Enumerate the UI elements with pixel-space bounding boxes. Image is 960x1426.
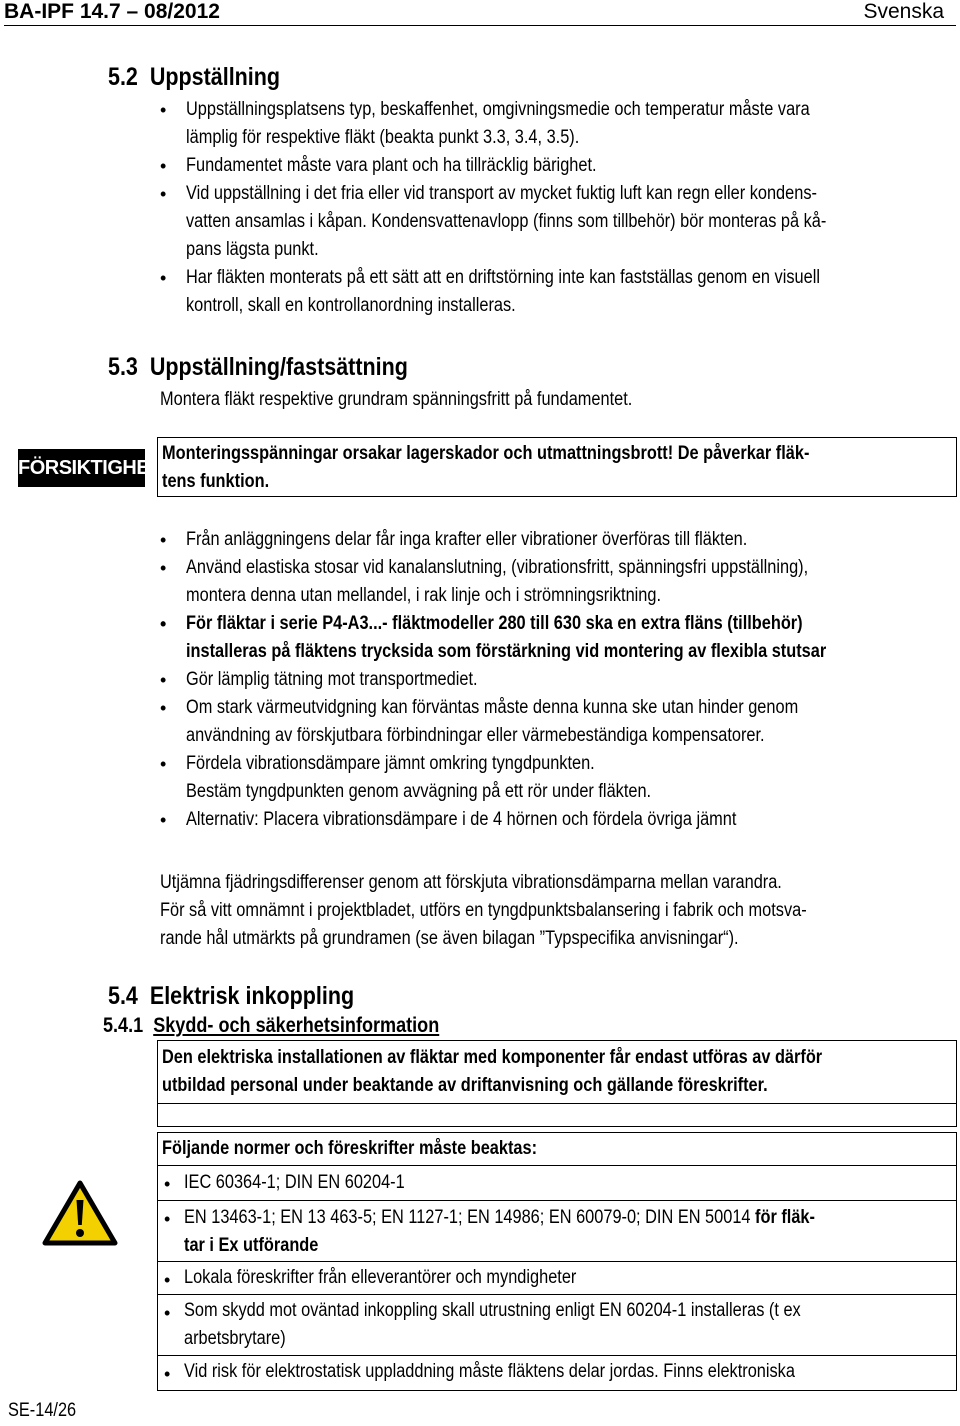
section-5-2-list <box>0 96 827 320</box>
norm-item: • IEC 60364-1; DIN EN 60204-1 <box>158 1166 957 1201</box>
list-item: • Fundamentet måste vara plant och ha tillräcklig bärighet. <box>0 152 800 180</box>
list-item: • Fördela vibrationsdämpare jämnt omkring tyngdpunkten. Bestäm tyngdpunkten genom avvägning på ett rör under fläkten. <box>0 750 800 806</box>
electrical-notice-box: Den elektriska installationen av fläktar med komponenter får endast utföras av därför utbildad personal under beaktande av driftanvisning och gällande föreskrifter. <box>157 1040 957 1104</box>
norm-item: • EN 13463-1; EN 13 463-5; EN 1127-1; EN 14986; EN 60079-0; DIN EN 50014 för fläk- tar i Ex utförande <box>158 1201 957 1262</box>
empty-notice-row <box>157 1103 957 1127</box>
list-item: • Gör lämplig tätning mot transportmediet. <box>0 666 800 694</box>
section-5-3-heading: 5.3 Uppställning/fastsättning <box>108 353 408 381</box>
list-item: • Använd elastiska stosar vid kanalanslutning, (vibrationsfritt, spänningsfri uppställning), montera denna utan mellandel, i rak linje och i strömningsriktning. <box>0 554 800 610</box>
caution-box: Monteringsspänningar orsakar lagerskador och utmattningsbrott! De påverkar fläk- tens funktion. <box>157 437 957 497</box>
caution-badge: FÖRSIKTIGHET <box>18 449 145 487</box>
page-header <box>0 0 960 24</box>
section-5-4-1-heading: 5.4.1 Skydd- och säkerhetsinformation <box>103 1014 440 1037</box>
list-item: • Har fläkten monterats på ett sätt att en driftstörning inte kan fastställas genom en visuell kontroll, skall en kontrollanordning installeras. <box>0 264 800 320</box>
section-5-3-intro: Montera fläkt respektive grundram spänningsfritt på fundamentet. <box>160 389 633 410</box>
norm-item: • Lokala föreskrifter från elleverantörer och myndigheter <box>158 1262 957 1295</box>
language-label: Svenska <box>863 0 944 23</box>
norm-item: • Vid risk för elektrostatisk uppladdning måste fläktens delar jordas. Finns elektroniska <box>158 1356 957 1391</box>
doc-id: BA-IPF 14.7 – 08/2012 <box>4 0 220 23</box>
norms-heading: Följande normer och föreskrifter måste beaktas: <box>158 1133 957 1166</box>
list-item: • För fläktar i serie P4-A3...- fläktmodeller 280 till 630 ska en extra fläns (tillbehör) installeras på fläktens trycksida som förstärkning vid montering av flexibla stutsar <box>0 610 800 666</box>
section-5-3-paragraph: Utjämna fjädringsdifferenser genom att förskjuta vibrationsdämparna mellan varandra. För så vitt omnämnt i projektbladet, utförs en tyngdpunktsbalansering i fabrik och motsva- rande hål utmärkts på grundramen (se även bilagan ”Typspecifika anvisningar“). <box>160 872 807 949</box>
warning-triangle-icon <box>42 1180 118 1246</box>
norm-item: • Som skydd mot oväntad inkoppling skall utrustning enligt EN 60204-1 installeras (t ex arbetsbrytare) <box>158 1295 957 1356</box>
table-row <box>158 1133 957 1166</box>
list-item: • Uppställningsplatsens typ, beskaffenhet, omgivningsmedie och temperatur måste vara lämplig för respektive fläkt (beakta punkt 3.3, 3.4, 3.5). <box>0 96 800 152</box>
table-row <box>158 1262 957 1295</box>
list-item: • Om stark värmeutvidgning kan förväntas måste denna kunna ske utan hinder genom användning av förskjutbara förbindningar eller värmebeständiga kompensatorer. <box>0 694 800 750</box>
list-item: • Alternativ: Placera vibrationsdämpare i de 4 hörnen och fördela övriga jämnt <box>0 806 800 834</box>
section-5-3-list <box>0 526 827 834</box>
section-5-2-heading: 5.2 Uppställning <box>108 63 281 91</box>
page-number: SE-14/26 <box>8 1400 77 1421</box>
list-item: • Från anläggningens delar får inga krafter eller vibrationer överföras till fläkten. <box>0 526 800 554</box>
table-row <box>158 1295 957 1356</box>
list-item: • Vid uppställning i det fria eller vid transport av mycket fuktig luft kan regn eller kondens- vatten ansamlas i kåpan. Kondensvattenavlopp (finns som tillbehör) bör monteras på kå- pans lägsta punkt. <box>0 180 800 264</box>
section-5-4-heading: 5.4 Elektrisk inkoppling <box>108 982 355 1010</box>
table-row <box>158 1166 957 1201</box>
table-row <box>158 1356 957 1391</box>
header-rule <box>4 25 956 26</box>
norms-table <box>157 1132 957 1391</box>
table-row <box>158 1201 957 1262</box>
